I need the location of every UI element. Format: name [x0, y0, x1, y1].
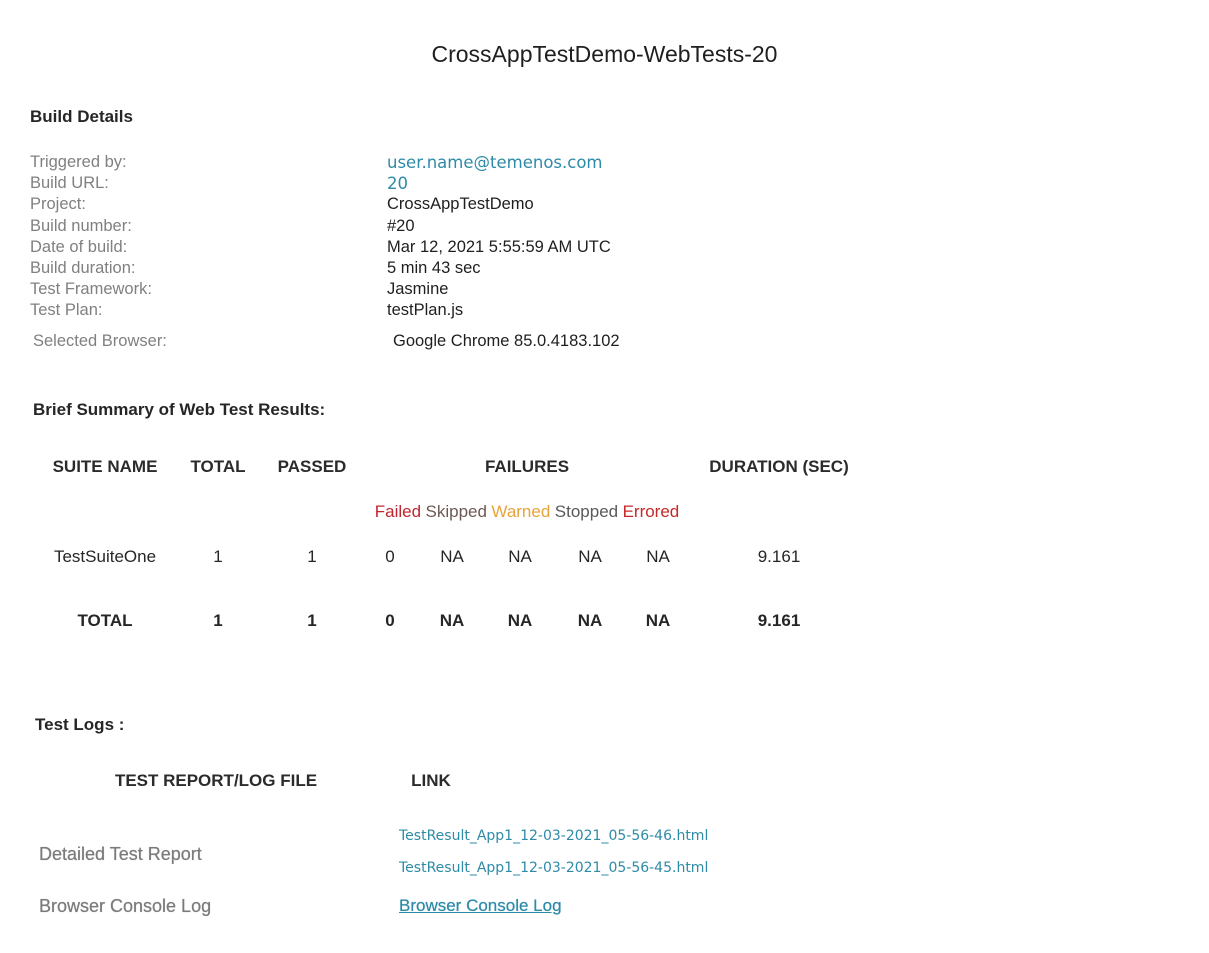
summary-heading: Brief Summary of Web Test Results:	[33, 400, 326, 419]
browser-console-log-link[interactable]: Browser Console Log	[399, 896, 562, 915]
test-plan-label: Test Plan:	[30, 301, 103, 320]
header-failures: FAILURES	[484, 457, 570, 476]
skipped-cell: NA	[440, 547, 464, 566]
failure-type-stopped: Stopped	[554, 502, 619, 521]
totals-errored-cell: NA	[645, 611, 671, 630]
test-framework-label: Test Framework:	[30, 280, 152, 299]
triggered-by-label: Triggered by:	[30, 153, 127, 171]
header-duration: DURATION (SEC)	[709, 457, 849, 476]
page-title: CrossAppTestDemo-WebTests-20	[431, 41, 778, 67]
passed-cell: 1	[307, 547, 317, 566]
test-framework-value: Jasmine	[387, 280, 449, 299]
detailed-report-link-1[interactable]: TestResult_App1_12-03-2021_05-56-46.html	[399, 828, 709, 844]
build-details-heading: Build Details	[30, 107, 133, 126]
totals-warned-cell: NA	[507, 611, 533, 630]
date-of-build-label: Date of build:	[30, 237, 128, 256]
totals-failed-cell: 0	[385, 611, 395, 630]
failed-cell: 0	[385, 547, 395, 566]
test-logs-heading: Test Logs :	[35, 715, 125, 734]
stopped-cell: NA	[578, 547, 602, 566]
header-passed: PASSED	[277, 457, 347, 476]
header-log-file: TEST REPORT/LOG FILE	[114, 771, 318, 790]
totals-stopped-cell: NA	[577, 611, 603, 630]
warned-cell: NA	[508, 547, 532, 566]
failure-type-warned: Warned	[491, 502, 551, 521]
failure-type-legend	[375, 502, 680, 522]
browser-console-log-label: Browser Console Log	[39, 896, 212, 916]
build-duration-value: 5 min 43 sec	[387, 259, 481, 278]
project-label: Project:	[30, 195, 86, 214]
project-value: CrossAppTestDemo	[387, 195, 534, 214]
failure-type-skipped: Skipped	[425, 502, 487, 521]
totals-total-cell: 1	[213, 611, 223, 630]
failure-type-errored: Errored	[622, 502, 680, 521]
errored-cell: NA	[646, 547, 670, 566]
date-of-build-value: Mar 12, 2021 5:55:59 AM UTC	[387, 237, 611, 256]
totals-skipped-cell: NA	[439, 611, 465, 630]
failure-type-failed: Failed	[374, 502, 422, 521]
build-duration-label: Build duration:	[30, 259, 136, 278]
selected-browser-label: Selected Browser:	[33, 332, 167, 350]
build-details-labels	[30, 152, 152, 322]
build-url-label: Build URL:	[30, 174, 109, 193]
build-number-label: Build number:	[30, 216, 132, 235]
triggered-by-link[interactable]: user.name@temenos.com	[387, 153, 603, 172]
totals-passed-cell: 1	[307, 611, 317, 630]
build-details-values	[387, 152, 611, 322]
header-total: TOTAL	[190, 457, 246, 476]
suite-name-cell: TestSuiteOne	[53, 547, 157, 566]
header-suite-name: SUITE NAME	[52, 457, 158, 476]
build-number-value: #20	[387, 216, 415, 235]
header-link: LINK	[411, 771, 451, 790]
detailed-report-link-2[interactable]: TestResult_App1_12-03-2021_05-56-45.html	[399, 860, 709, 876]
total-cell: 1	[213, 547, 223, 566]
duration-cell: 9.161	[757, 547, 801, 566]
totals-duration-cell: 9.161	[757, 611, 801, 630]
selected-browser-value: Google Chrome 85.0.4183.102	[393, 332, 620, 350]
build-url-link[interactable]: 20	[387, 174, 408, 194]
detailed-test-report-label: Detailed Test Report	[39, 844, 202, 864]
test-plan-value: testPlan.js	[387, 301, 464, 320]
totals-label-cell: TOTAL	[77, 611, 133, 630]
